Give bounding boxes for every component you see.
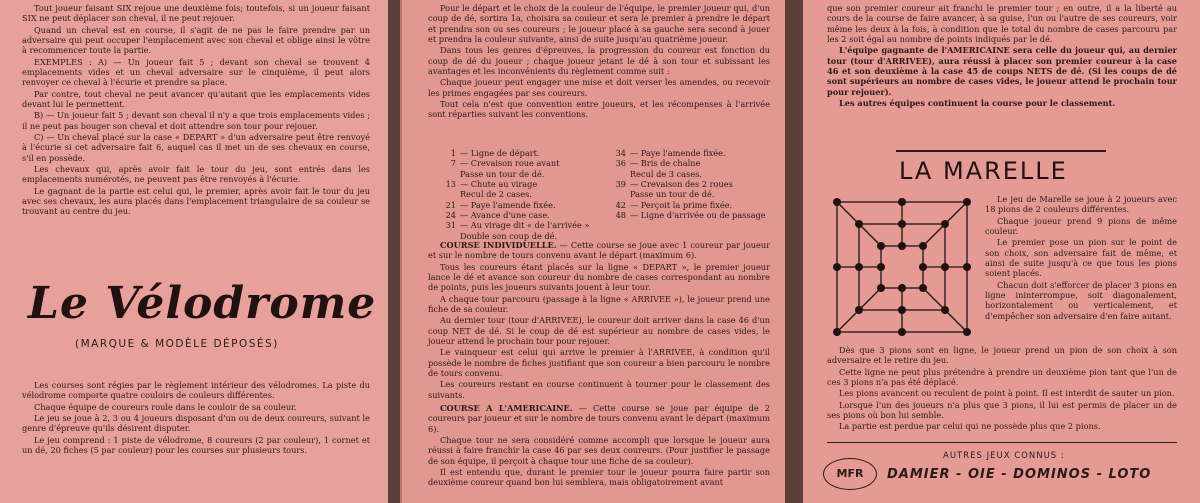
paragraph: Cette ligne ne peut plus prétendre à prendre un deuxième pion tant que l'un de ces 3 pions n'a pas été déplacé. — [827, 366, 1177, 387]
case-description: Recul de 3 cases. — [630, 168, 702, 179]
paragraph — [428, 403, 770, 434]
paragraph: Les chevaux qui, après avoir fait le tour du jeu, sont entrés dans les emplacements numérotés, ne peuvent pas être renvoyés à l'écurie. — [22, 163, 370, 185]
paragraph: EXEMPLES : A) — Un joueur fait 5 ; devant son cheval se trouvent 4 emplacements vides et un cheval adversaire sur le cinquième, il peut alors renvoyer ce cheval à l'écurie et prendre sa place. — [22, 56, 370, 88]
paragraph: Lorsque l'un des joueurs n'a plus que 3 pions, il lui est permis de placer un de ses pions où bon lui semble. — [827, 399, 1177, 420]
fold-crease — [400, 0, 402, 503]
panel-velodrome-rules — [0, 0, 388, 503]
case-number: 24 — [445, 209, 456, 220]
intro-text — [428, 3, 770, 121]
paragraph: Chaque tour ne sera considéré comme accompli que lorsque le joueur aura réussi à faire franchir la case 46 par ses deux coureurs. (Pour justifier le passage de son équipe, il perçoit à chaque tour une fiche de sa couleur). — [428, 434, 770, 466]
page-title: Le Vélodrome — [28, 278, 377, 329]
case-number — [610, 189, 630, 199]
paragraph: C) — Un cheval placé sur la case « DEPART » d'un adversaire peut être renvoyé à l'écurie si cet adversaire fait 6, auquel cas il met un de ses chevaux en course, s'il en possède. — [22, 131, 370, 163]
paragraph: Chaque équipe de coureurs roule dans le couloir de sa couleur. — [34, 401, 297, 412]
section-heading: COURSE INDIVIDUELLE. — [440, 240, 557, 250]
paragraph — [428, 240, 770, 261]
case-number: 31 — [445, 220, 456, 231]
case-row — [440, 158, 600, 168]
page-gap — [785, 0, 803, 503]
other-games-label: AUTRES JEUX CONNUS : — [943, 451, 1065, 461]
case-description: — Ligne de départ. — [460, 148, 540, 158]
page-gap — [388, 0, 400, 503]
paragraph: Tout cela n'est que convention entre joueurs, et les récompenses à l'arrivée sont réparties suivant les conventions. — [428, 98, 770, 120]
paragraph: A chaque tour parcouru (passage à la ligne « ARRIVEE »), le joueur prend une fiche de sa couleur. — [428, 293, 770, 314]
case-row — [440, 210, 600, 220]
case-number — [610, 169, 630, 179]
paragraph: Le jeu comprend : 1 piste de vélodrome, 8 coureurs (2 par couleur), 1 cornet et un dé, 20 fiches (5 par couleur) pour les courses sur plusieurs tours. — [22, 434, 370, 455]
paragraph: Le jeu de Marelle se joue à 2 joueurs avec 18 pions de 2 couleurs différentes. — [985, 194, 1177, 215]
divider — [896, 150, 1106, 152]
paragraph: Il est entendu que, durant le premier tour le joueur pourra faire partir son deuxième coureur quand bon lui semblera, mais obligatoirement avant — [428, 466, 770, 488]
case-row — [610, 189, 775, 199]
case-description: — Paye l'amende fixée. — [630, 148, 726, 158]
case-description: Double son coup de dé. — [460, 230, 558, 241]
case-description: — Crevaison des 2 roues — [630, 178, 733, 189]
paragraph: Chaque joueur peut engager une mise et doit verser les amendes, ou recevoir les primes engagées par ses coureurs. — [428, 77, 770, 98]
marelle-rules-bottom — [827, 345, 1177, 433]
paragraph: Chacun doit s'efforcer de placer 3 pions en ligne ininterrompue, soit diagonalement, horizontalement ou verticalement, et d'empêcher son adversaire d'en faire autant. — [985, 279, 1177, 321]
case-description: — Avance d'une case. — [460, 209, 550, 220]
paragraph: Pour le départ et le choix de la couleur de l'équipe, le premier joueur qui, d'un coup de dé, sortira 1a, choisira sa couleur et sera le premier à prendre le départ et prendra son ou ses coureurs ; le joueur placé à sa gauche sera second à jouer et prendra la couleur suivante, ainsi de suite jusqu'au quatrième joueur. — [428, 3, 770, 44]
divider — [827, 442, 1177, 443]
americaine-continued — [827, 3, 1177, 109]
other-games-list: DAMIER - OIE - DOMINOS - LOTO — [887, 467, 1152, 482]
case-row — [440, 169, 600, 179]
case-description: Recul de 2 cases. — [460, 189, 532, 200]
case-row — [610, 148, 775, 158]
page-subtitle: (MARQUE & MODÈLE DÉPOSÉS) — [75, 338, 279, 350]
paragraph: Les autres équipes continuent la course pour le classement. — [839, 97, 1116, 108]
case-row — [440, 148, 600, 158]
case-number: 36 — [615, 158, 626, 169]
case-row — [610, 200, 775, 210]
case-description: — Au virage dit « de l'arrivée » — [460, 220, 590, 231]
case-number — [440, 169, 460, 179]
paragraph: L'équipe gagnante de l'AMERICAINE sera celle du joueur qui, au dernier tour (tour d'ARRIVEE), aura réussi à placer son premier coureur à la case 46 et son deuxième à la case 45 de coups NETS de dé. (Si les coups de dé sont supérieurs au nombre de cases vides, le joueur attend le prochain tour pour rejouer). — [827, 45, 1177, 97]
course-individuelle — [428, 240, 770, 489]
paragraph: B) — Un joueur fait 5 ; devant son cheval il n'y a que trois emplacements vides ; il ne peut pas bouger son cheval et doit attendre son tour pour rejouer. — [22, 110, 370, 131]
case-number: 48 — [615, 209, 626, 220]
panel-marelle — [803, 0, 1200, 503]
case-number: 13 — [445, 178, 456, 189]
paragraph: La partie est perdue par celui qui ne possède plus que 2 pions. — [839, 421, 1101, 432]
case-description: — Chute au virage — [460, 178, 538, 189]
paragraph: Chaque joueur prend 9 pions de même couleur. — [985, 215, 1177, 236]
case-number: 7 — [450, 158, 456, 169]
case-number: 1 — [450, 148, 456, 158]
paragraph: Tout joueur faisant SIX rejoue une deuxième fois; toutefois, si un joueur faisant SIX ne peut déplacer son cheval, il ne peut rejouer. — [22, 3, 370, 24]
case-number: 21 — [445, 199, 456, 210]
paragraph: Les pions avancent ou reculent de point à point. Il est interdit de sauter un pion. — [839, 388, 1175, 399]
paragraph: Dès que 3 pions sont en ligne, le joueur prend un pion de son choix à son adversaire et le retire du jeu. — [827, 345, 1177, 366]
paragraph: que son premier coureur ait franchi le premier tour ; en outre, il a la liberté au cours de la course de faire avancer, à sa guise, l'un ou l'autre de ses coureurs, voir même les deux à la fois, à condition que le total du nombre de cases parcouru par les 2 soit égal au nombre de points indiqués par le dé. — [827, 3, 1177, 44]
case-number — [440, 189, 460, 199]
rules-text-top — [22, 3, 370, 218]
paragraph: Le premier pose un pion sur le point de son choix, son adversaire fait de même, et ainsi de suite jusqu'à ce que tous les pions soient placés. — [985, 237, 1177, 279]
paragraph: Les courses sont régies par le règlement intérieur des vélodromes. La piste du vélodrome comporte quatre couloirs de couleurs différentes. — [22, 380, 370, 401]
case-description: Passe un tour de dé. — [630, 189, 715, 200]
mfr-logo: MFR — [823, 458, 877, 490]
paragraph: Les coureurs restant en course continuent à tourner pour le classement des suivants. — [428, 379, 770, 400]
paragraph: Le gagnant de la partie est celui qui, le premier, après avoir fait le tour du jeu avec ses chevaux, les aura placés dans l'emplacement triangulaire de sa couleur se trouvant au centre du jeu. — [22, 185, 370, 217]
case-number: 42 — [615, 199, 626, 210]
case-description: Passe un tour de dé. — [460, 168, 545, 179]
case-row — [610, 169, 775, 179]
cases-table-left — [440, 148, 600, 241]
marelle-board-diagram — [831, 196, 973, 338]
case-description: — Crevaison roue avant — [460, 158, 560, 169]
paragraph: Quand un cheval est en course, il s'agit de ne pas le faire prendre par un adversaire qui peut occuper l'emplacement avec son cheval et oblige ainsi le vôtre à recommencer toute la partie. — [22, 24, 370, 56]
case-description: — Paye l'amende fixée. — [460, 199, 556, 210]
case-number: 39 — [615, 178, 626, 189]
paragraph: Tous les coureurs étant placés sur la ligne « DEPART », le premier joueur lance le dé et avance son coureur du nombre de cases correspondant au nombre de points, puis les joueurs suivants jouent à leur tour. — [428, 261, 770, 293]
case-row — [610, 210, 775, 220]
paragraph: Au dernier tour (tour d'ARRIVEE), le coureur doit arriver dans la case 46 d'un coup NET de dé. Si le coup de dé est supérieur au nombre de cases vides, le joueur attend le prochain tour pour rejouer. — [428, 315, 770, 346]
section-title: LA MARELLE — [899, 157, 1068, 185]
cases-table-right — [610, 148, 775, 220]
case-row — [440, 189, 600, 199]
case-description: — Ligne d'arrivée ou de passage — [630, 209, 766, 220]
marelle-rules-side — [985, 194, 1177, 322]
case-description: — Bris de chaîne — [630, 158, 701, 169]
panel-velodrome-courses — [400, 0, 785, 503]
paragraph: Dans tous les genres d'épreuves, la progression du coureur est fonction du coup de dé du joueur ; chaque joueur jetant le dé à son tour et subissant les avantages et les inconvénients du règlement comme suit : — [428, 45, 770, 76]
paragraph-text: — Cette course se joue par équipe de 2 coureurs par joueur et sur le nombre de tours convenu avant le départ (maximum 6). — [428, 402, 770, 434]
case-row — [610, 158, 775, 168]
paragraph-text: — Cette course se joue avec 1 coureur par joueur et sur le nombre de tours convenu avant le départ (maximum 6). — [428, 240, 771, 261]
rules-text-bottom — [22, 380, 370, 456]
paragraph: Le vainqueur est celui qui arrive le premier à l'ARRIVEE, à condition qu'il possède le nombre de fiches justifiant que son coureur a bien parcouru le nombre de tours convenu. — [428, 347, 770, 378]
case-number: 34 — [615, 148, 626, 158]
paragraph: Le jeu se joue à 2, 3 ou 4 joueurs disposant d'un ou de deux coureurs, suivant le genre d'épreuve qu'ils désirent disputer. — [22, 412, 370, 434]
section-heading: COURSE A L'AMERICAINE. — [440, 402, 573, 413]
case-row — [440, 200, 600, 210]
case-row — [610, 179, 775, 189]
case-description: — Perçoit la prime fixée. — [630, 199, 733, 210]
case-row — [440, 220, 600, 230]
paragraph: Par contre, tout cheval ne peut avancer qu'autant que les emplacements vides devant lui le permettent. — [22, 88, 370, 109]
case-row — [440, 179, 600, 189]
